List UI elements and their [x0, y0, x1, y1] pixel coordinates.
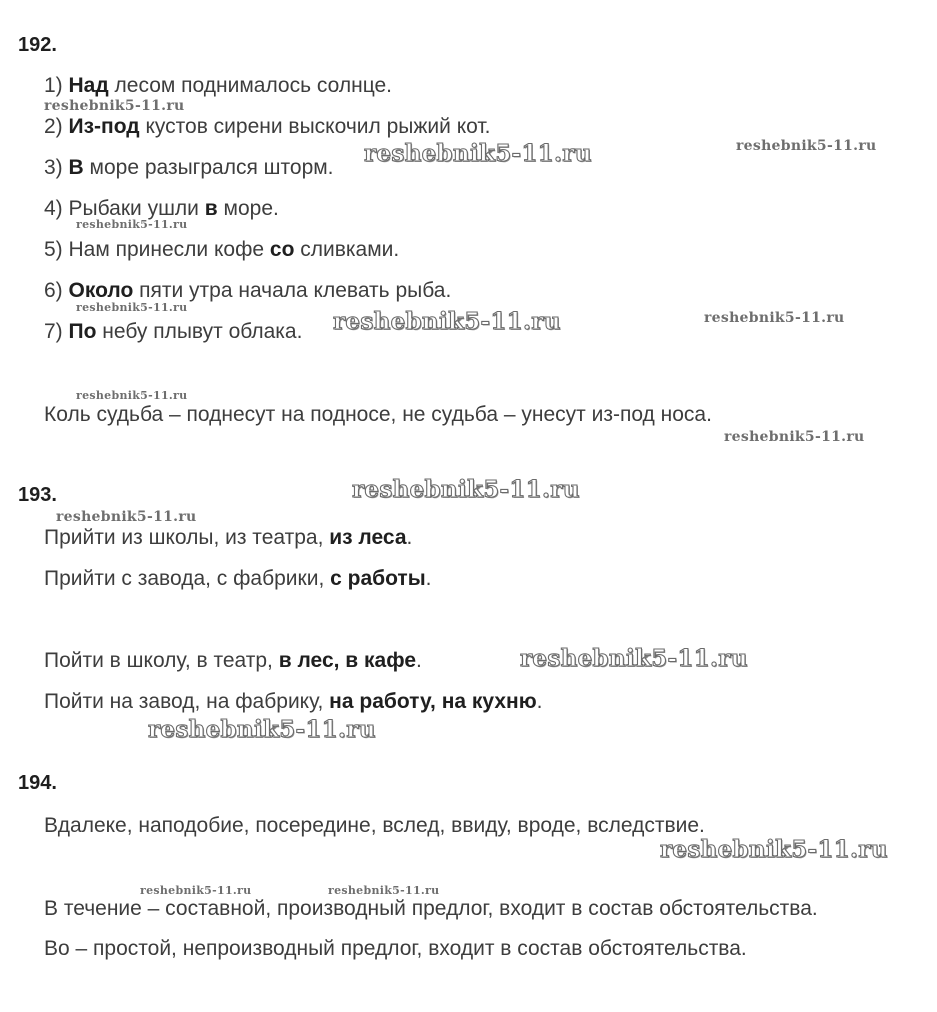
- watermark: reshebnik5-11.ru: [56, 509, 197, 525]
- sentence-5: 5) Нам принесли кофе со сливками.: [44, 238, 400, 261]
- phrase-line-4: Пойти на завод, на фабрику, на работу, на кухню.: [44, 690, 543, 713]
- watermark: reshebnik5-11.ru: [704, 310, 845, 326]
- task-number-194: 194.: [18, 772, 57, 794]
- explanation-line-2: Во – простой, непроизводный предлог, входит в состав обстоятельства.: [44, 937, 747, 960]
- watermark: reshebnik5-11.ru: [44, 98, 185, 114]
- watermark: reshebnik5-11.ru: [76, 301, 188, 314]
- phrase-line-1: Прийти из школы, из театра, из леса.: [44, 526, 413, 549]
- watermark: reshebnik5-11.ru: [352, 476, 580, 503]
- watermark: reshebnik5-11.ru: [736, 138, 877, 154]
- task-number-193: 193.: [18, 484, 57, 506]
- explanation-line-1: В течение – составной, производный предлог, входит в состав обстоятельства.: [44, 897, 818, 920]
- watermark: reshebnik5-11.ru: [328, 884, 440, 897]
- watermark: reshebnik5-11.ru: [520, 645, 748, 672]
- watermark: reshebnik5-11.ru: [724, 429, 865, 445]
- phrase-line-3: Пойти в школу, в театр, в лес, в кафе.: [44, 649, 422, 672]
- watermark: reshebnik5-11.ru: [148, 716, 376, 743]
- watermark: reshebnik5-11.ru: [140, 884, 252, 897]
- sentence-2: 2) Из-под кустов сирени выскочил рыжий кот.: [44, 115, 491, 138]
- watermark: reshebnik5-11.ru: [333, 308, 561, 335]
- sentence-4: 4) Рыбаки ушли в море.: [44, 197, 279, 220]
- adverb-list: Вдалеке, наподобие, посередине, вслед, ввиду, вроде, вследствие.: [44, 814, 705, 837]
- watermark: reshebnik5-11.ru: [76, 218, 188, 231]
- task-number-192: 192.: [18, 34, 57, 56]
- sentence-1: 1) Над лесом поднималось солнце.: [44, 74, 392, 97]
- watermark: reshebnik5-11.ru: [660, 836, 888, 863]
- sentence-7: 7) По небу плывут облака.: [44, 320, 303, 343]
- watermark: reshebnik5-11.ru: [76, 389, 188, 402]
- watermark: reshebnik5-11.ru: [364, 140, 592, 167]
- sentence-3: 3) В море разыгрался шторм.: [44, 156, 334, 179]
- proverb: Коль судьба – поднесут на подносе, не судьба – унесут из-под носа.: [44, 403, 712, 426]
- sentence-6: 6) Около пяти утра начала клевать рыба.: [44, 279, 452, 302]
- phrase-line-2: Прийти с завода, с фабрики, с работы.: [44, 567, 432, 590]
